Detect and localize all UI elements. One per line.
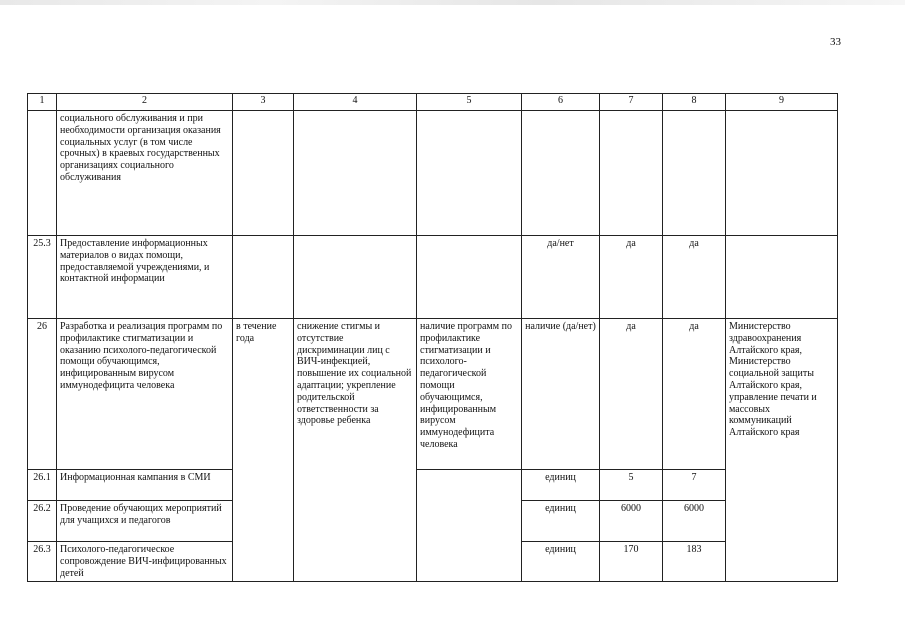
cell-value-7: 5	[600, 470, 663, 501]
cell-value-8	[663, 111, 726, 236]
cell-unit	[522, 111, 600, 236]
cell-value-7: 6000	[600, 501, 663, 542]
cell-value-8: 183	[663, 542, 726, 582]
cell-unit: да/нет	[522, 236, 600, 319]
cell-executor: Министерство здравоохранения Алтайского края, Министерство социальной защиты Алтайского края, управление печати и массовых коммуникаций Алтайского края	[726, 319, 838, 582]
cell-measure: Проведение обучающих мероприятий для учащихся и педагогов	[57, 501, 233, 542]
header-row	[28, 94, 838, 111]
header-col-3: 3	[233, 94, 294, 111]
cell-number: 25.3	[28, 236, 57, 319]
header-col-7: 7	[600, 94, 663, 111]
cell-unit: наличие (да/нет)	[522, 319, 600, 470]
cell-indicator	[417, 470, 522, 582]
header-col-5: 5	[417, 94, 522, 111]
cell-indicator	[417, 236, 522, 319]
cell-indicator: наличие программ по профилактике стигматизации и психолого-педагогической помощи обучающимся, инфицированным вирусом иммунодефицита человека	[417, 319, 522, 470]
cell-value-7: 170	[600, 542, 663, 582]
scan-edge	[0, 0, 905, 5]
cell-value-7: да	[600, 319, 663, 470]
cell-number: 26.2	[28, 501, 57, 542]
cell-value-8: да	[663, 236, 726, 319]
cell-number: 26.3	[28, 542, 57, 582]
page-number: 33	[830, 36, 841, 48]
cell-unit: единиц	[522, 470, 600, 501]
measures-table	[27, 93, 838, 582]
cell-value-8: да	[663, 319, 726, 470]
table-row-26	[28, 319, 838, 470]
table-row-25-3	[28, 236, 838, 319]
header-col-2: 2	[57, 94, 233, 111]
header-col-6: 6	[522, 94, 600, 111]
cell-executor	[726, 236, 838, 319]
cell-value-7	[600, 111, 663, 236]
table-row-continuation	[28, 111, 838, 236]
header-col-8: 8	[663, 94, 726, 111]
cell-measure: социального обслуживания и при необходимости организация оказания социальных услуг (в том числе срочных) в краевых государственных организациях социального обслуживания	[57, 111, 233, 236]
cell-executor	[726, 111, 838, 236]
cell-deadline: в течение года	[233, 319, 294, 582]
cell-deadline	[233, 111, 294, 236]
cell-number: 26.1	[28, 470, 57, 501]
cell-value-8: 6000	[663, 501, 726, 542]
cell-unit: единиц	[522, 542, 600, 582]
cell-result	[294, 236, 417, 319]
cell-value-8: 7	[663, 470, 726, 501]
header-col-1: 1	[28, 94, 57, 111]
cell-number: 26	[28, 319, 57, 470]
cell-measure: Информационная кампания в СМИ	[57, 470, 233, 501]
cell-measure: Разработка и реализация программ по профилактике стигматизации и оказанию психолого-педагогической помощи обучающимся, инфицированным вирусом иммунодефицита человека	[57, 319, 233, 470]
cell-value-7: да	[600, 236, 663, 319]
cell-indicator	[417, 111, 522, 236]
cell-measure: Психолого-педагогическое сопровождение ВИЧ-инфицированных детей	[57, 542, 233, 582]
header-col-9: 9	[726, 94, 838, 111]
cell-measure: Предоставление информационных материалов о видах помощи, предоставляемой учреждениями, и контактной информации	[57, 236, 233, 319]
table-row-26-1	[28, 470, 838, 501]
cell-deadline	[233, 236, 294, 319]
cell-unit: единиц	[522, 501, 600, 542]
cell-result	[294, 111, 417, 236]
header-col-4: 4	[294, 94, 417, 111]
cell-number	[28, 111, 57, 236]
cell-result: снижение стигмы и отсутствие дискриминации лиц с ВИЧ-инфекцией, повышение их социальной адаптации; укрепление родительской ответственности за здоровье ребенка	[294, 319, 417, 582]
